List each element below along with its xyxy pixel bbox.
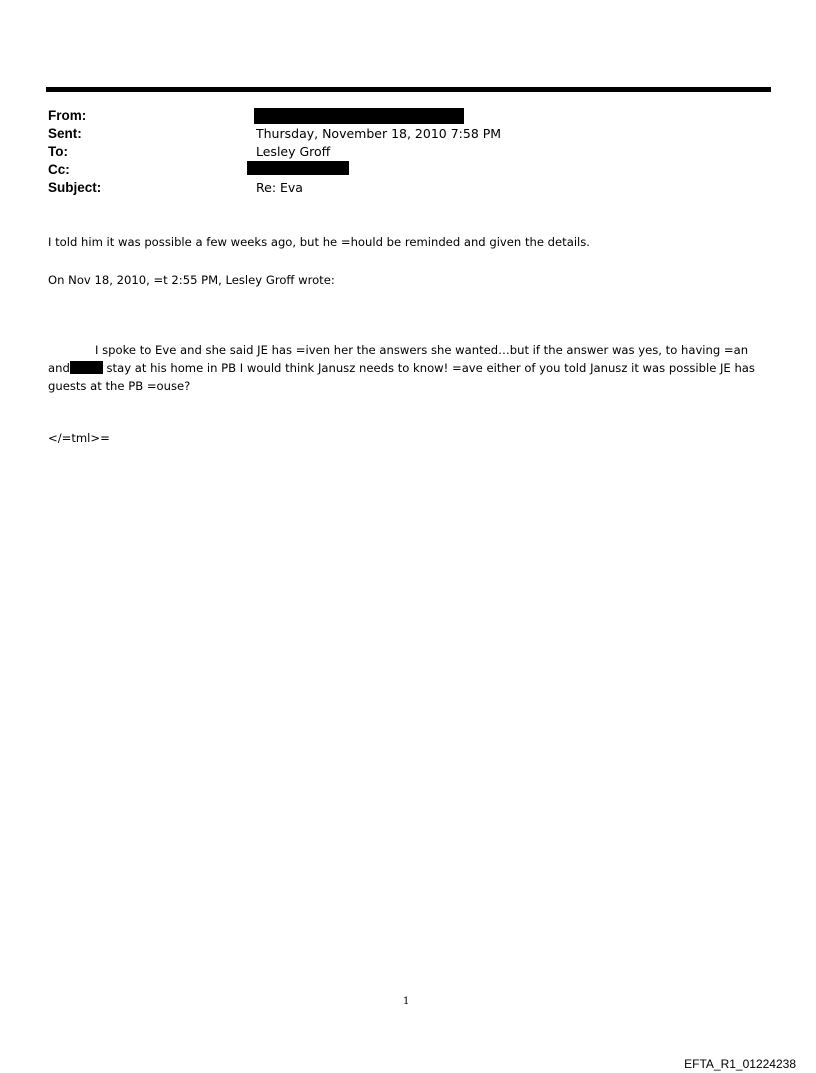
sent-value: Thursday, November 18, 2010 7:58 PM (256, 126, 502, 141)
quote-attribution: On Nov 18, 2010, =t 2:55 PM, Lesley Groff wrote: (48, 273, 335, 287)
quoted-line-3: guests at the PB =ouse? (48, 379, 191, 393)
document-id: EFTA_R1_01224238 (684, 1057, 796, 1071)
subject-label: Subject: (48, 180, 102, 195)
header-rule (46, 87, 771, 92)
quoted-line-2 (48, 359, 778, 378)
from-label: From: (48, 108, 87, 123)
closing-tag: </=tml>= (48, 431, 110, 445)
cc-redaction (247, 161, 349, 175)
quoted-line-1 (48, 341, 778, 360)
to-value: Lesley Groff (256, 144, 331, 159)
page-number: 1 (403, 996, 410, 1007)
to-label: To: (48, 144, 68, 159)
quoted-text-2a: and (48, 361, 70, 375)
sent-label: Sent: (48, 126, 82, 141)
reply-line: I told him it was possible a few weeks ago, but he =hould be reminded and given the details. (48, 235, 590, 249)
quoted-text-1: I spoke to Eve and she said JE has =iven her the answers she wanted…but if the answer was yes, to having =an (95, 343, 749, 357)
name-redaction (70, 361, 103, 374)
from-redaction (254, 108, 464, 124)
cc-label: Cc: (48, 162, 70, 177)
quoted-text-2b: stay at his home in PB I would think Janusz needs to know! =ave either of you told Janusz it was possible JE has (106, 361, 755, 375)
subject-value: Re: Eva (256, 180, 303, 195)
